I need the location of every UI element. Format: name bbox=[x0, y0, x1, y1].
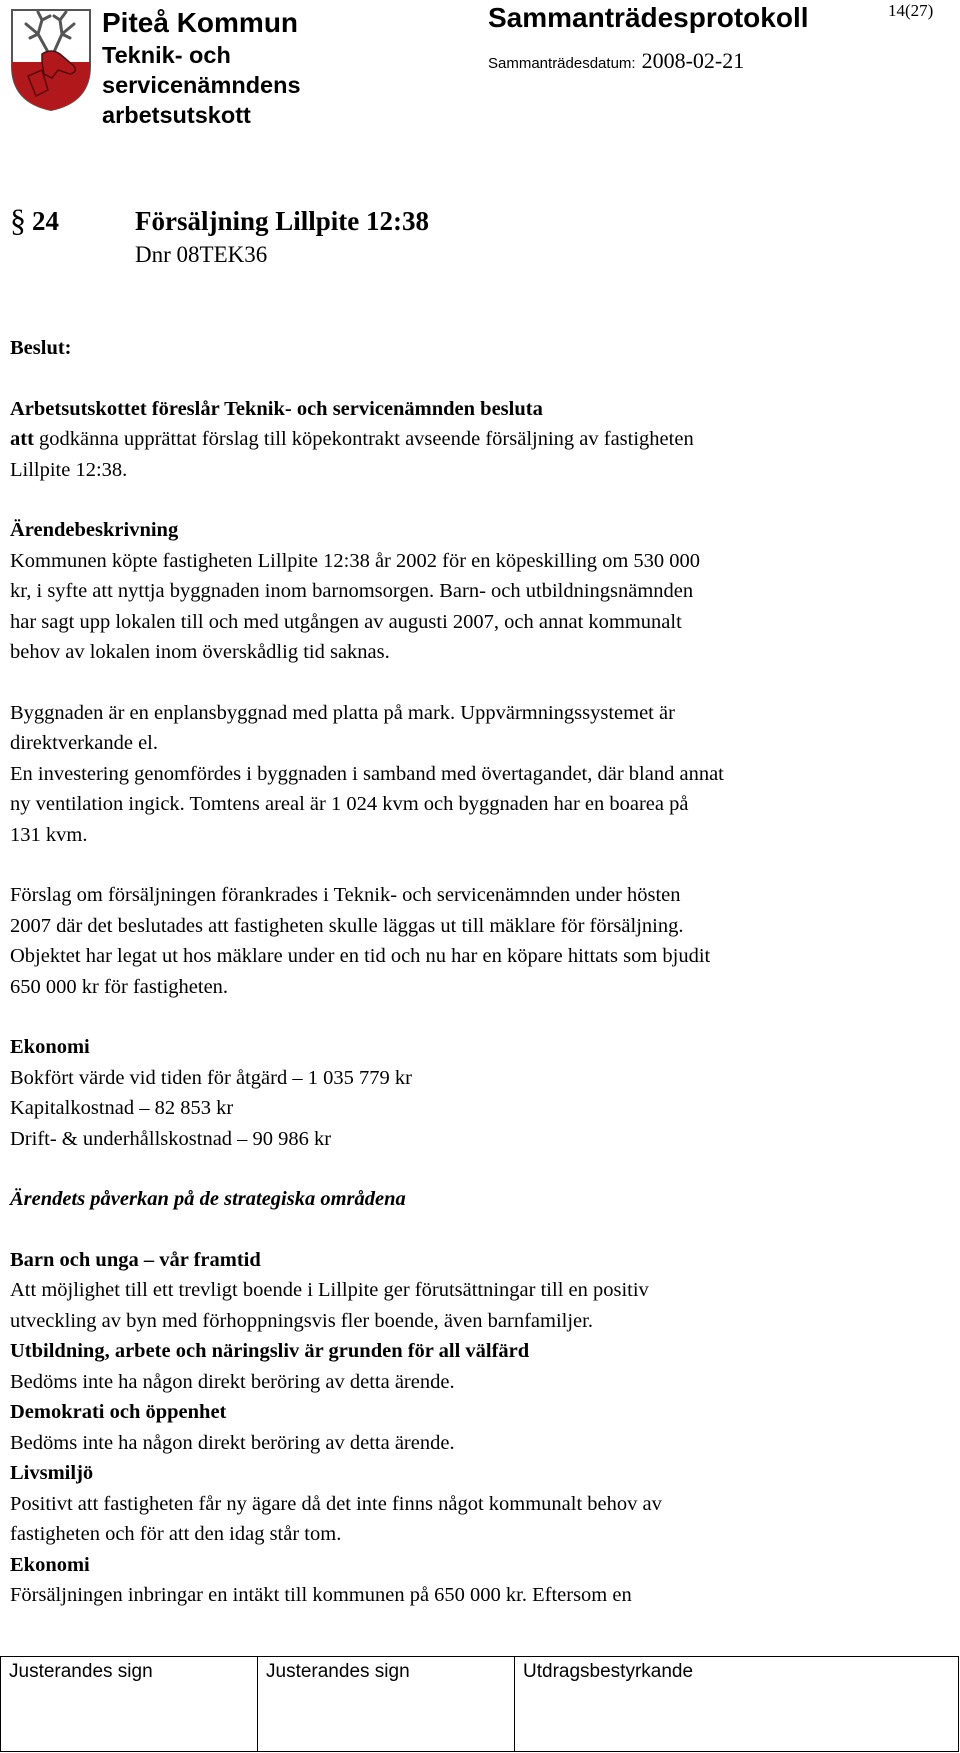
dnr-number: Dnr 08TEK36 bbox=[135, 242, 268, 267]
paragraph-line: 2007 där det beslutades att fastigheten skulle läggas ut till mäklare för försäljning. bbox=[10, 914, 684, 937]
org-unit-line: Teknik- och bbox=[102, 42, 231, 68]
paragraph-line: ny ventilation ingick. Tomtens areal är 1 024 kvm och byggnaden har en boarea på bbox=[10, 793, 689, 815]
utbildning-heading: Utbildning, arbete och näringsliv är grunden för all välfärd bbox=[10, 1340, 530, 1362]
section-title bbox=[32, 204, 429, 238]
reindeer-coat-of-arms-icon bbox=[8, 4, 94, 112]
meeting-date bbox=[488, 48, 744, 74]
paragraph-line: Förslag om försäljningen förankrades i Teknik- och servicenämnden under hösten bbox=[10, 884, 681, 906]
certification-label: Utdragsbestyrkande bbox=[523, 1661, 694, 1682]
paragraph-line: En investering genomfördes i byggnaden i samband med övertagandet, där bland annat bbox=[10, 762, 724, 785]
att-text-cont: Lillpite 12:38. bbox=[10, 458, 128, 481]
strategic-heading: Ärendets påverkan på de strategiska områdena bbox=[10, 1188, 406, 1210]
signature-label: Justerandes sign bbox=[266, 1661, 410, 1682]
org-unit-line: arbetsutskott bbox=[102, 102, 251, 128]
arende-heading: Ärendebeskrivning bbox=[10, 519, 179, 541]
paragraph-line: Positivt att fastigheten får ny ägare då det inte finns något kommunalt behov av bbox=[10, 1492, 662, 1515]
paragraph-line: Byggnaden är en enplansbyggnad med platta på mark. Uppvärmningssystemet är bbox=[10, 701, 675, 724]
livsmiljo-heading: Livsmiljö bbox=[10, 1462, 94, 1484]
paragraph-line: Att möjlighet till ett trevligt boende i Lillpite ger förutsättningar till en positiv bbox=[10, 1279, 649, 1301]
paragraph-line: 131 kvm. bbox=[10, 823, 88, 846]
meeting-date-label: Sammanträdesdatum: bbox=[488, 55, 636, 72]
att-clause bbox=[10, 424, 958, 455]
ekonomi-line: Kapitalkostnad – 82 853 kr bbox=[10, 1097, 234, 1119]
section-title-text: Försäljning Lillpite 12:38 bbox=[135, 206, 430, 236]
paragraph-line: Bedöms inte ha någon direkt beröring av detta ärende. bbox=[10, 1431, 455, 1454]
paragraph-line: har sagt upp lokalen till och med utgången av augusti 2007, och annat kommunalt bbox=[10, 610, 682, 633]
paragraph-line: Objektet har legat ut hos mäklare under en tid och nu har en köpare hittats som bjudit bbox=[10, 945, 711, 967]
document-type: Sammanträdesprotokoll bbox=[488, 2, 809, 33]
ekonomi-line: Bokfört värde vid tiden för åtgärd – 1 035 779 kr bbox=[10, 1066, 412, 1089]
demokrati-heading: Demokrati och öppenhet bbox=[10, 1401, 227, 1423]
paragraph-line: Kommunen köpte fastigheten Lillpite 12:38 år 2002 för en köpeskilling om 530 000 bbox=[10, 549, 701, 572]
paragraph-line: kr, i syfte att nyttja byggnaden inom barnomsorgen. Barn- och utbildningsnämnden bbox=[10, 580, 694, 602]
meeting-date-value: 2008-02-21 bbox=[641, 48, 745, 73]
ekonomi2-heading: Ekonomi bbox=[10, 1553, 90, 1576]
proposal-line: Arbetsutskottet föreslår Teknik- och servicenämnden besluta bbox=[10, 397, 543, 420]
signature-label: Justerandes sign bbox=[9, 1661, 153, 1682]
signature-box-2[interactable] bbox=[258, 1657, 515, 1752]
org-unit bbox=[102, 40, 301, 130]
ekonomi-heading: Ekonomi bbox=[10, 1036, 90, 1058]
paragraph-line: Bedöms inte ha någon direkt beröring av detta ärende. bbox=[10, 1370, 455, 1393]
section-number: 24 bbox=[32, 206, 59, 236]
certification-box[interactable] bbox=[515, 1657, 959, 1752]
paragraph-line: 650 000 kr för fastigheten. bbox=[10, 975, 229, 998]
att-word: att bbox=[10, 428, 34, 450]
paragraph-line: fastigheten och för att den idag står tom. bbox=[10, 1523, 342, 1545]
signature-box-1[interactable] bbox=[1, 1657, 258, 1752]
att-text: godkänna upprättat förslag till köpekontrakt avseende försäljning av fastigheten bbox=[33, 428, 694, 450]
paragraph-line: utveckling av byn med förhoppningsvis fler boende, även barnfamiljer. bbox=[10, 1309, 593, 1332]
paragraph-line: Försäljningen inbringar en intäkt till kommunen på 650 000 kr. Eftersom en bbox=[10, 1584, 632, 1606]
paragraph-line: behov av lokalen inom överskådlig tid saknas. bbox=[10, 641, 390, 663]
signature-table bbox=[0, 1656, 959, 1752]
document-body bbox=[10, 333, 958, 1611]
org-unit-line: servicenämndens bbox=[102, 72, 301, 98]
section-sign: § bbox=[10, 202, 26, 238]
org-name: Piteå Kommun bbox=[102, 7, 299, 38]
page-number: 14(27) bbox=[888, 1, 934, 20]
paragraph-line: direktverkande el. bbox=[10, 732, 158, 754]
barn-heading: Barn och unga – vår framtid bbox=[10, 1248, 261, 1271]
beslut-heading: Beslut: bbox=[10, 337, 72, 359]
ekonomi-line: Drift- & underhållskostnad – 90 986 kr bbox=[10, 1127, 332, 1150]
